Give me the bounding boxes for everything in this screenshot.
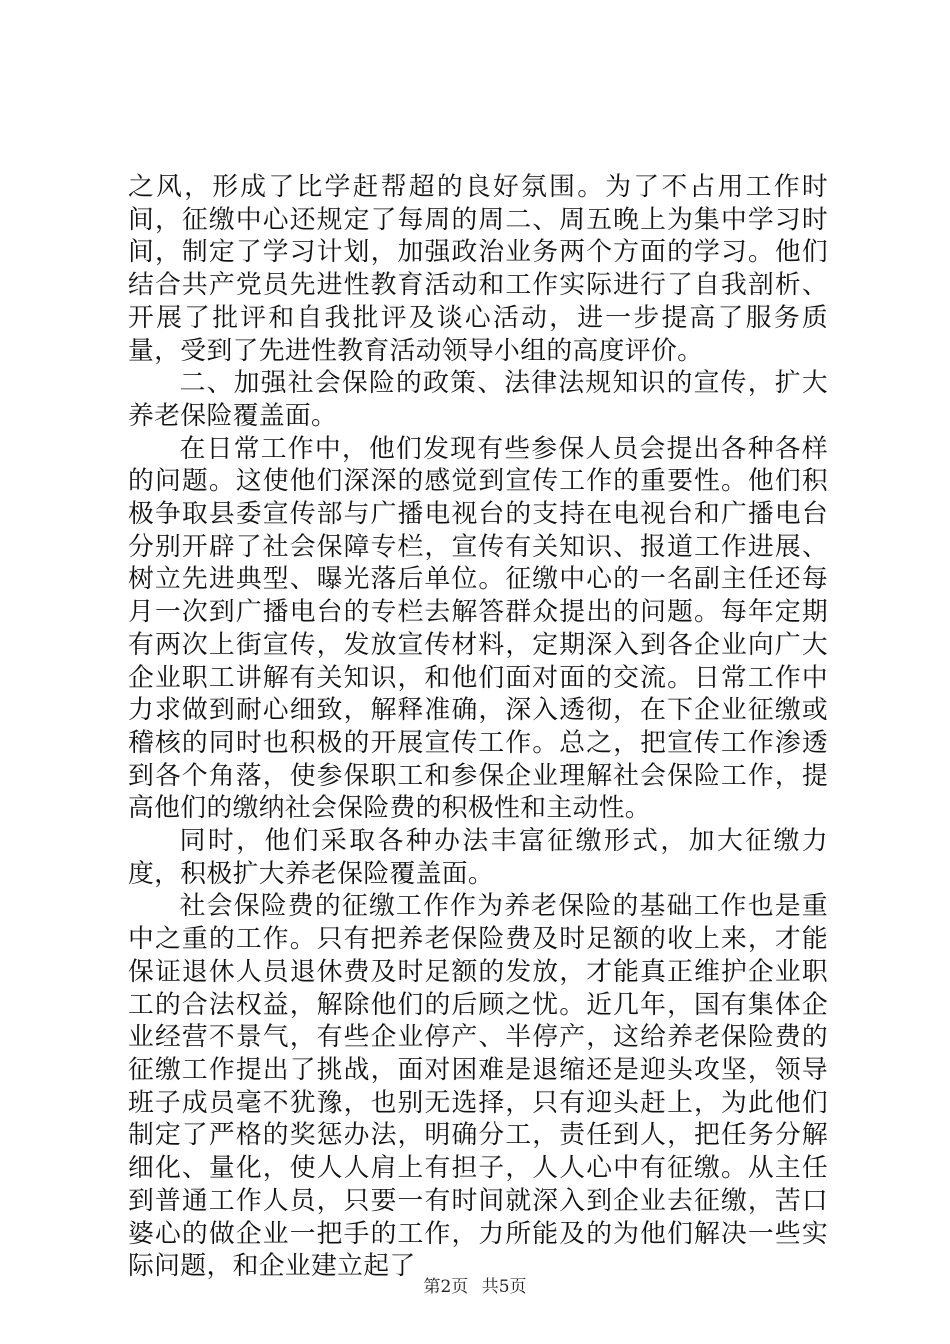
paragraph-continuation: 之风，形成了比学赶帮超的良好氛围。为了不占用工作时间，征缴中心还规定了每周的周二、周五晚上为集中学习时间，制定了学习计划，加强政治业务两个方面的学习。他们结合共产党员先进性教育活动和工作实际进行了自我剖析、开展了批评和自我批评及谈心活动，进一步提高了服务质量，受到了先进性教育活动领导小组的高度评价。 [128, 172, 828, 366]
page-total: 共5页 [481, 1277, 527, 1297]
section-heading-two: 二、加强社会保险的政策、法律法规知识的宣传，扩大养老保险覆盖面。 [128, 368, 828, 431]
body-text [128, 171, 828, 1283]
paragraph-collection-methods: 同时，他们采取各种办法丰富征缴形式，加大征缴力度，积极扩大养老保险覆盖面。 [128, 826, 828, 889]
page-footer [0, 1276, 950, 1298]
paragraph-publicity: 在日常工作中，他们发现有些参保人员会提出各种各样的问题。这使他们深深的感觉到宣传工作的重要性。他们积极争取县委宣传部与广播电视台的支持在电视台和广播电台分别开辟了社会保障专栏，宣传有关知识、报道工作进展、树立先进典型、曝光落后单位。征缴中心的一名副主任还每月一次到广播电台的专栏去解答群众提出的问题。每年定期有两次上街宣传，发放宣传材料，定期深入到各企业向广大企业职工讲解有关知识，和他们面对面的交流。日常工作中力求做到耐心细致，解释准确，深入透彻，在下企业征缴或稽核的同时也积极的开展宣传工作。总之，把宣传工作渗透到各个角落，使参保职工和参保企业理解社会保险工作，提高他们的缴纳社会保险费的积极性和主动性。 [128, 433, 828, 824]
page-number: 第2页 [423, 1277, 469, 1297]
paragraph-collection-work: 社会保险费的征缴工作作为养老保险的基础工作也是重中之重的工作。只有把养老保险费及时足额的收上来，才能保证退休人员退休费及时足额的发放，才能真正维护企业职工的合法权益，解除他们的后顾之忧。近几年，国有集体企业经营不景气，有些企业停产、半停产，这给养老保险费的征缴工作提出了挑战，面对困难是退缩还是迎头攻坚，领导班子成员毫不犹豫，也别无选择，只有迎头赶上，为此他们制定了严格的奖惩办法，明确分工，责任到人，把任务分解细化、量化，使人人肩上有担子，人人心中有征缴。从主任到普通工作人员，只要一有时间就深入到企业去征缴，苦口婆心的做企业一把手的工作，力所能及的为他们解决一些实际问题，和企业建立起了 [128, 891, 828, 1282]
